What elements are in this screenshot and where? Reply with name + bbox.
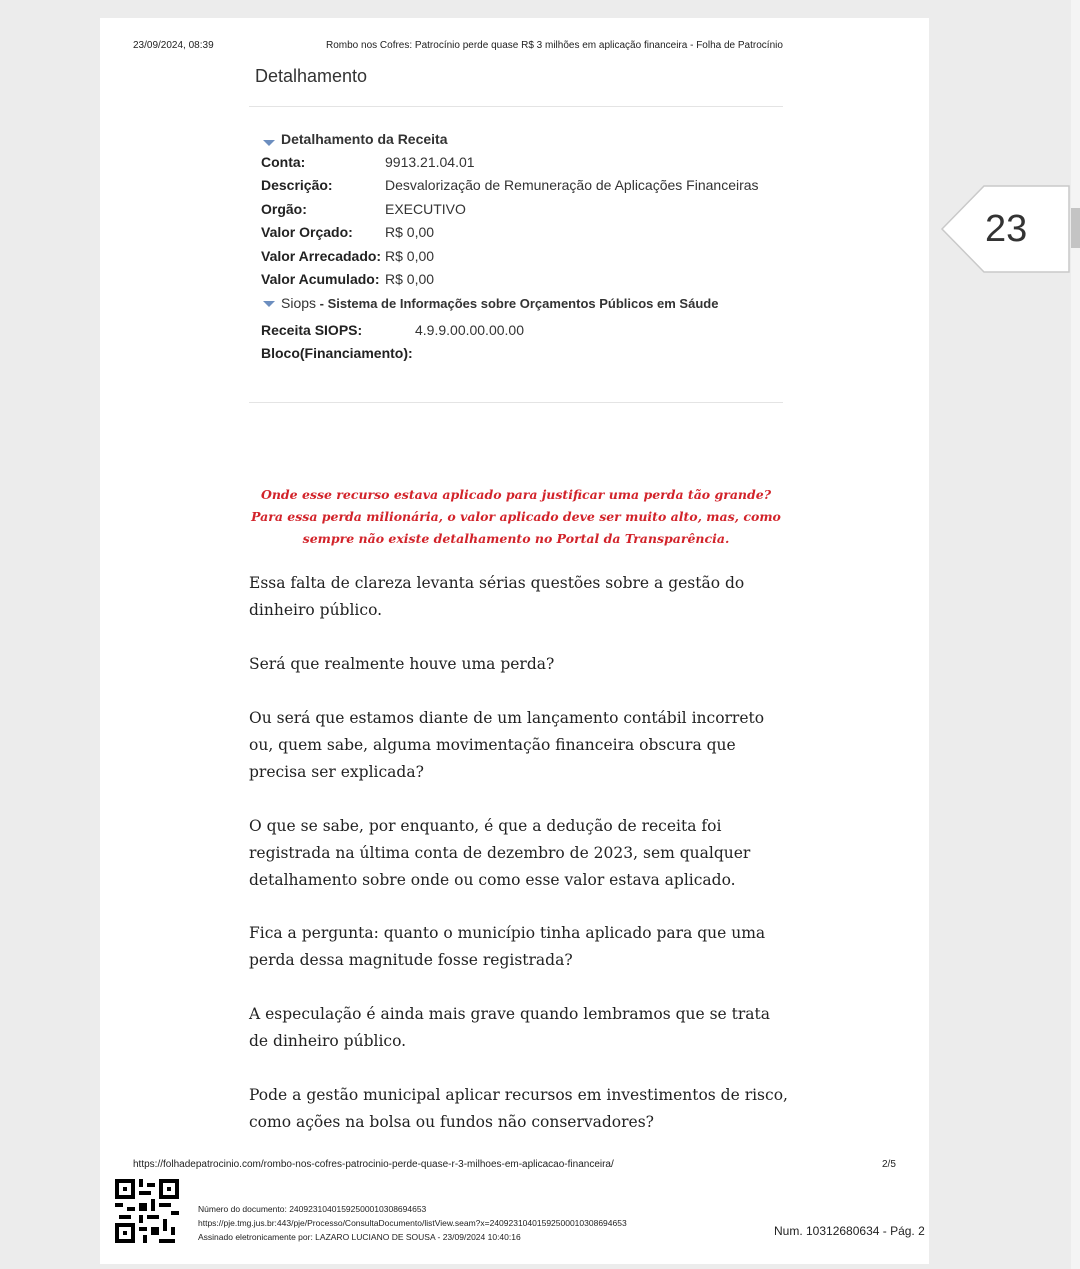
callout-text: Onde esse recurso estava aplicado para justificar uma perda tão grande? Para essa perda milionária, o valor aplicado deve ser muito alto, mas, como sempre não existe detalhamento no Portal da Transparência. — [251, 487, 781, 546]
valor-acumulado-value: R$ 0,00 — [385, 271, 435, 287]
orgao-value: EXECUTIVO — [385, 201, 466, 217]
paragraph: Pode a gestão municipal aplicar recursos em investimentos de risco, como ações na bolsa ou fundos não conservadores? — [249, 1086, 788, 1131]
document-page — [100, 18, 929, 1264]
siops-desc: - Sistema de Informações sobre Orçamentos Públicos em Sáude — [316, 296, 719, 311]
conta-label: Conta: — [261, 154, 306, 170]
siops-name: Siops — [281, 295, 317, 311]
paragraph: Essa falta de clareza levanta sérias questões sobre a gestão do dinheiro público. — [249, 574, 745, 619]
signed-by: Assinado eletronicamente por: LAZARO LUCIANO DE SOUSA - 23/09/2024 10:40:16 — [198, 1232, 521, 1242]
collapse-triangle-icon[interactable] — [263, 301, 275, 307]
print-date: 23/09/2024, 08:39 — [133, 40, 214, 51]
print-title: Rombo nos Cofres: Patrocínio perde quase R$ 3 milhões em aplicação financeira - Folha de Patrocínio — [326, 40, 783, 51]
paragraph: A especulação é ainda mais grave quando lembramos que se trata de dinheiro público. — [249, 1005, 770, 1050]
footer-url: https://folhadepatrocinio.com/rombo-nos-cofres-patrocinio-perde-quase-r-3-milhoes-em-aplicacao-financeira/ — [133, 1159, 614, 1170]
paragraph: O que se sabe, por enquanto, é que a dedução de receita foi registrada na última conta de dezembro de 2023, sem qualquer detalhamento sobre onde ou como esse valor estava aplicado. — [249, 817, 751, 889]
valor-orcado-value: R$ 0,00 — [385, 224, 435, 240]
valor-acumulado-label: Valor Acumulado: — [261, 271, 380, 287]
receita-siops-label: Receita SIOPS: — [261, 322, 363, 338]
receita-siops-value: 4.9.9.00.00.00.00 — [415, 322, 524, 338]
siops-heading[interactable] — [281, 295, 718, 311]
descricao-value: Desvalorização de Remuneração de Aplicações Financeiras — [385, 177, 759, 193]
divider-top — [249, 106, 783, 107]
scrollbar[interactable] — [1071, 0, 1080, 1269]
paragraph: Fica a pergunta: quanto o município tinha aplicado para que uma perda dessa magnitude fosse registrada? — [249, 924, 766, 969]
doc-link[interactable]: https://pje.tmg.jus.br:443/pje/Processo/ConsultaDocumento/listView.seam?x=24092310401592500010308694653 — [198, 1218, 627, 1228]
orgao-label: Orgão: — [261, 201, 307, 217]
page-number-label: 23 — [985, 208, 1028, 250]
qr-code-icon — [115, 1179, 179, 1243]
descricao-label: Descrição: — [261, 177, 333, 193]
paragraph: Será que realmente houve uma perda? — [249, 655, 555, 673]
conta-value: 9913.21.04.01 — [385, 154, 475, 170]
section-title: Detalhamento — [255, 66, 368, 86]
valor-arrecadado-value: R$ 0,00 — [385, 248, 435, 264]
valor-orcado-label: Valor Orçado: — [261, 224, 353, 240]
scrollbar-thumb[interactable] — [1071, 208, 1080, 248]
valor-arrecadado-label: Valor Arrecadado: — [261, 248, 382, 264]
doc-number: Número do documento: 24092310401592500010308694653 — [198, 1204, 427, 1214]
document-num: Num. 10312680634 - Pág. 2 — [774, 1224, 925, 1238]
page-number-badge — [939, 184, 1071, 274]
paragraph: Ou será que estamos diante de um lançamento contábil incorreto ou, quem sabe, alguma movimentação financeira obscura que precisa ser explicada? — [249, 709, 765, 781]
collapse-triangle-icon[interactable] — [263, 140, 275, 146]
footer-page: 2/5 — [882, 1159, 896, 1170]
bloco-label: Bloco(Financiamento): — [261, 345, 413, 361]
divider-bottom — [249, 402, 783, 403]
receita-heading[interactable]: Detalhamento da Receita — [281, 131, 448, 147]
